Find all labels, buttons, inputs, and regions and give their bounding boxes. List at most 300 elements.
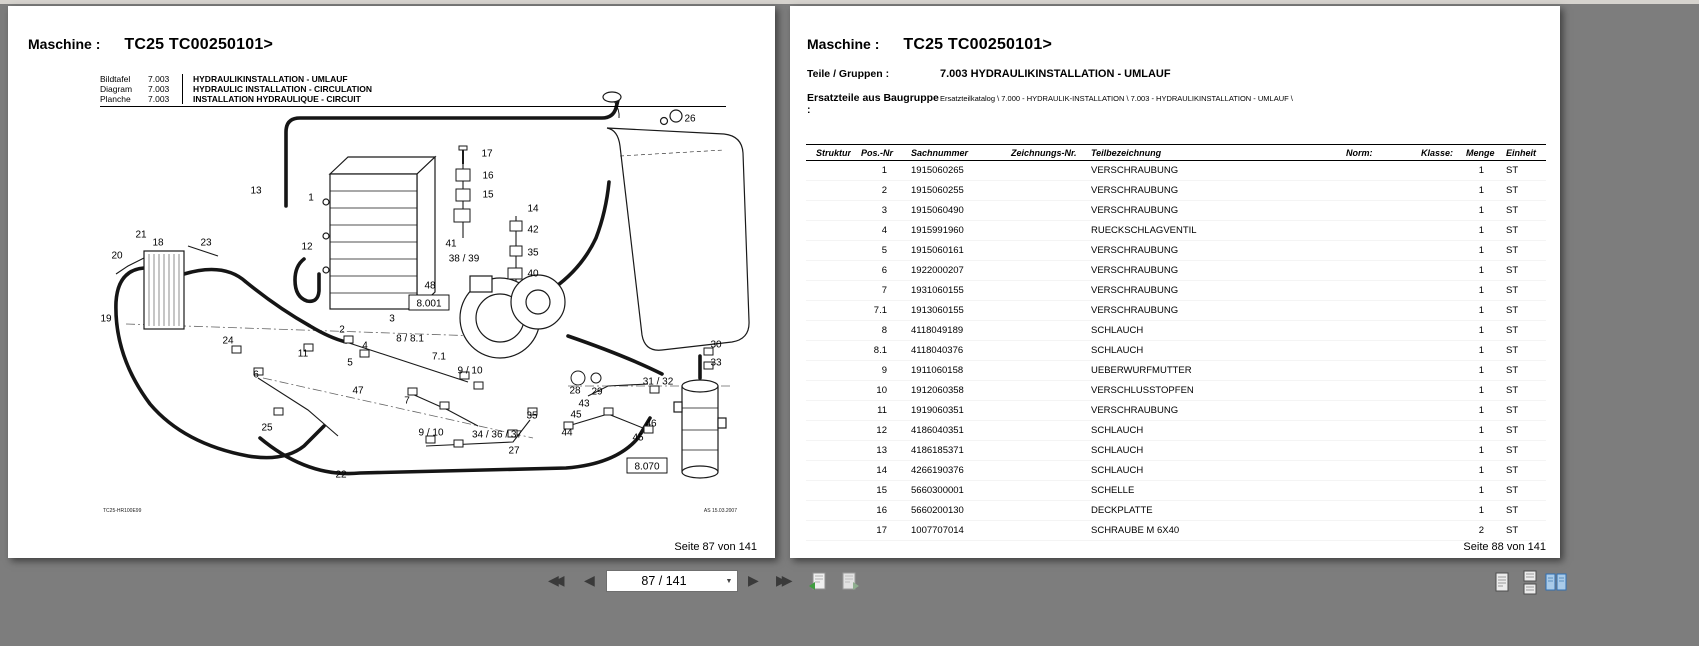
cell-sachnummer: 1922000207	[901, 261, 1001, 281]
cell-norm	[1336, 321, 1411, 341]
single-page-view-button[interactable]	[1490, 570, 1514, 596]
cell-pos: 10	[851, 381, 901, 401]
cell-menge: 1	[1456, 161, 1496, 181]
callout-label: 2	[339, 324, 345, 336]
cell-norm	[1336, 481, 1411, 501]
cell-einheit: ST	[1496, 181, 1546, 201]
assembly-line	[807, 92, 1293, 116]
callout-label: 8.070	[634, 461, 660, 473]
cell-pos: 13	[851, 441, 901, 461]
cell-norm	[1336, 421, 1411, 441]
facing-pages-icon	[1544, 570, 1568, 596]
page-number-input[interactable]	[607, 573, 721, 589]
cell-menge: 1	[1456, 241, 1496, 261]
callout-label: 7.1	[432, 351, 446, 363]
cell-teil: SCHRAUBE M 6X40	[1081, 521, 1336, 541]
cell-norm	[1336, 461, 1411, 481]
cell-struktur	[806, 341, 851, 361]
cell-pos: 17	[851, 521, 901, 541]
cell-pos: 7.1	[851, 301, 901, 321]
cell-menge: 1	[1456, 301, 1496, 321]
machine-heading	[807, 36, 1052, 54]
table-row	[806, 261, 1546, 281]
machine-heading	[28, 36, 273, 54]
table-row	[806, 281, 1546, 301]
cell-zeichnung	[1001, 321, 1081, 341]
cell-zeichnung	[1001, 341, 1081, 361]
cell-zeichnung	[1001, 461, 1081, 481]
table-row	[806, 421, 1546, 441]
cell-norm	[1336, 521, 1411, 541]
cell-struktur	[806, 441, 851, 461]
cell-sachnummer: 5660200130	[901, 501, 1001, 521]
cell-pos: 3	[851, 201, 901, 221]
cell-klasse	[1411, 161, 1456, 181]
single-page-icon	[1490, 570, 1514, 596]
callout-label: 38 / 39	[448, 253, 480, 265]
table-row	[806, 381, 1546, 401]
cell-norm	[1336, 301, 1411, 321]
group-value: 7.003 HYDRAULIKINSTALLATION - UMLAUF	[940, 68, 1171, 80]
cell-sachnummer: 1915060265	[901, 161, 1001, 181]
callout-label: 11	[297, 348, 309, 360]
callout-label: 15	[482, 189, 494, 201]
cell-klasse	[1411, 501, 1456, 521]
cell-teil: VERSCHRAUBUNG	[1081, 261, 1336, 281]
plate-title: HYDRAULIKINSTALLATION - UMLAUF	[182, 74, 348, 84]
cell-zeichnung	[1001, 381, 1081, 401]
cell-pos: 1	[851, 161, 901, 181]
table-row	[806, 521, 1546, 541]
table-row	[806, 461, 1546, 481]
machine-value: TC25 TC00250101>	[903, 36, 1052, 53]
column-header: Teilbezeichnung	[1081, 145, 1336, 161]
cell-sachnummer: 1915991960	[901, 221, 1001, 241]
callout-label: 27	[508, 445, 520, 457]
cell-struktur	[806, 201, 851, 221]
cell-pos: 2	[851, 181, 901, 201]
cell-menge: 1	[1456, 341, 1496, 361]
cell-teil: VERSCHRAUBUNG	[1081, 401, 1336, 421]
callout-label: 8.001	[416, 298, 442, 310]
cell-zeichnung	[1001, 261, 1081, 281]
cell-sachnummer: 5660300001	[901, 481, 1001, 501]
callout-label: 5	[347, 357, 353, 369]
cell-einheit: ST	[1496, 441, 1546, 461]
callout-label: 44	[561, 427, 573, 439]
callout-label: 3	[389, 313, 395, 325]
callout-label: 20	[111, 250, 123, 262]
cell-einheit: ST	[1496, 381, 1546, 401]
table-row	[806, 321, 1546, 341]
cell-zeichnung	[1001, 421, 1081, 441]
callout-label: 19	[100, 313, 112, 325]
assembly-breadcrumb: Ersatzteilkatalog \ 7.000 - HYDRAULIK-INSTALLATION \ 7.003 - HYDRAULIKINSTALLATION - UMLAUF \	[940, 94, 1293, 103]
cell-klasse	[1411, 421, 1456, 441]
assembly-label: Ersatzteile aus Baugruppe :	[807, 92, 939, 116]
cell-norm	[1336, 261, 1411, 281]
callout-label: 45	[632, 432, 644, 444]
group-label: Teile / Gruppen :	[807, 68, 890, 80]
cell-sachnummer: 1915060490	[901, 201, 1001, 221]
cell-klasse	[1411, 341, 1456, 361]
cell-teil: VERSCHLUSSTOPFEN	[1081, 381, 1336, 401]
cell-teil: SCHLAUCH	[1081, 441, 1336, 461]
callout-label: 4	[362, 340, 368, 352]
cell-teil: SCHELLE	[1081, 481, 1336, 501]
table-row	[806, 221, 1546, 241]
plate-lang-label: Bildtafel	[100, 74, 131, 84]
cell-zeichnung	[1001, 161, 1081, 181]
callout-label: 6	[253, 369, 259, 381]
cell-teil: VERSCHRAUBUNG	[1081, 241, 1336, 261]
cell-pos: 6	[851, 261, 901, 281]
table-row	[806, 161, 1546, 181]
parts-table	[806, 144, 1546, 541]
cell-struktur	[806, 501, 851, 521]
plate-lang-label: Diagram	[100, 84, 133, 94]
cell-norm	[1336, 441, 1411, 461]
callout-label: 24	[222, 335, 234, 347]
cell-struktur	[806, 381, 851, 401]
cell-teil: DECKPLATTE	[1081, 501, 1336, 521]
callout-label: 40	[527, 268, 539, 280]
cell-einheit: ST	[1496, 481, 1546, 501]
parts-table-container	[806, 144, 1546, 541]
column-header: Klasse:	[1411, 145, 1456, 161]
cell-klasse	[1411, 381, 1456, 401]
table-row	[806, 181, 1546, 201]
cell-klasse	[1411, 281, 1456, 301]
cell-menge: 1	[1456, 401, 1496, 421]
cell-sachnummer: 4118040376	[901, 341, 1001, 361]
cell-sachnummer: 1931060155	[901, 281, 1001, 301]
callout-label: 29	[591, 386, 603, 398]
callout-label: 33	[710, 357, 722, 369]
cell-struktur	[806, 161, 851, 181]
callout-label: 35	[527, 247, 539, 259]
cell-menge: 1	[1456, 481, 1496, 501]
cell-struktur	[806, 361, 851, 381]
cell-einheit: ST	[1496, 401, 1546, 421]
right-arrow-icon: ▶	[748, 573, 759, 589]
cell-norm	[1336, 201, 1411, 221]
cell-klasse	[1411, 241, 1456, 261]
callout-label: 7	[404, 395, 410, 407]
plate-number: 7.003	[148, 84, 170, 94]
cell-einheit: ST	[1496, 341, 1546, 361]
cell-zeichnung	[1001, 401, 1081, 421]
cell-einheit: ST	[1496, 301, 1546, 321]
column-header: Norm:	[1336, 145, 1411, 161]
cell-sachnummer: 1007707014	[901, 521, 1001, 541]
plate-header-row	[100, 84, 372, 94]
table-row	[806, 481, 1546, 501]
cell-sachnummer: 1911060158	[901, 361, 1001, 381]
cell-teil: SCHLAUCH	[1081, 341, 1336, 361]
document-page-left	[8, 6, 775, 558]
cell-menge: 1	[1456, 261, 1496, 281]
cell-klasse	[1411, 321, 1456, 341]
table-row	[806, 441, 1546, 461]
cell-zeichnung	[1001, 441, 1081, 461]
cell-norm	[1336, 281, 1411, 301]
cell-klasse	[1411, 261, 1456, 281]
callout-label: 23	[200, 237, 212, 249]
cell-pos: 15	[851, 481, 901, 501]
cell-einheit: ST	[1496, 361, 1546, 381]
cell-sachnummer: 4118049189	[901, 321, 1001, 341]
cell-struktur	[806, 181, 851, 201]
page-navigation-toolbar	[0, 562, 1699, 604]
cell-struktur	[806, 481, 851, 501]
cell-sachnummer: 1919060351	[901, 401, 1001, 421]
callout-label: 17	[481, 148, 493, 160]
cell-einheit: ST	[1496, 321, 1546, 341]
cell-pos: 14	[851, 461, 901, 481]
cell-menge: 1	[1456, 381, 1496, 401]
cell-zeichnung	[1001, 361, 1081, 381]
page-number-footer: Seite 87 von 141	[674, 541, 757, 553]
cell-klasse	[1411, 481, 1456, 501]
cell-sachnummer: 1913060155	[901, 301, 1001, 321]
callout-label: 21	[135, 229, 147, 241]
cell-teil: SCHLAUCH	[1081, 461, 1336, 481]
cell-einheit: ST	[1496, 221, 1546, 241]
cell-norm	[1336, 361, 1411, 381]
cell-norm	[1336, 221, 1411, 241]
cell-einheit: ST	[1496, 161, 1546, 181]
callout-label: 28	[569, 385, 581, 397]
cell-struktur	[806, 281, 851, 301]
column-header: Sachnummer	[901, 145, 1001, 161]
cell-einheit: ST	[1496, 261, 1546, 281]
cell-menge: 1	[1456, 441, 1496, 461]
cell-einheit: ST	[1496, 201, 1546, 221]
double-left-arrow-icon: ◀◀	[548, 573, 560, 589]
cell-einheit: ST	[1496, 521, 1546, 541]
previous-view-button[interactable]	[806, 570, 832, 594]
cell-struktur	[806, 521, 851, 541]
cell-klasse	[1411, 461, 1456, 481]
centerlines	[126, 324, 730, 438]
cell-zeichnung	[1001, 501, 1081, 521]
callout-label: 13	[250, 185, 262, 197]
cell-norm	[1336, 161, 1411, 181]
cell-einheit: ST	[1496, 281, 1546, 301]
cell-teil: RUECKSCHLAGVENTIL	[1081, 221, 1336, 241]
plate-lang-label: Planche	[100, 94, 131, 104]
two-page-view-button[interactable]	[1544, 570, 1568, 596]
cell-teil: VERSCHRAUBUNG	[1081, 161, 1336, 181]
column-header: Menge	[1456, 145, 1496, 161]
cell-pos: 7	[851, 281, 901, 301]
plate-number: 7.003	[148, 94, 170, 104]
cell-struktur	[806, 321, 851, 341]
machine-value: TC25 TC00250101>	[124, 36, 273, 53]
cell-sachnummer: 1915060255	[901, 181, 1001, 201]
double-right-arrow-icon: ▶▶	[776, 573, 788, 589]
machine-label: Maschine :	[28, 36, 101, 52]
callout-label: 46	[645, 418, 657, 430]
cell-zeichnung	[1001, 481, 1081, 501]
cell-menge: 1	[1456, 281, 1496, 301]
cell-zeichnung	[1001, 181, 1081, 201]
plate-header	[100, 74, 372, 104]
callout-label: 9 / 10	[457, 365, 483, 377]
callout-label: 34 / 36 / 37	[471, 429, 523, 441]
callout-label: 16	[482, 170, 494, 182]
parts-table-body	[806, 161, 1546, 541]
cell-klasse	[1411, 441, 1456, 461]
cell-teil: VERSCHRAUBUNG	[1081, 201, 1336, 221]
window-top-edge	[0, 0, 1699, 4]
cell-pos: 8	[851, 321, 901, 341]
cell-einheit: ST	[1496, 501, 1546, 521]
callout-label: 22	[335, 469, 347, 481]
plate-header-row	[100, 94, 372, 104]
cell-sachnummer: 4266190376	[901, 461, 1001, 481]
callout-label: 12	[301, 241, 313, 253]
first-page-button[interactable]	[548, 571, 565, 591]
cell-menge: 1	[1456, 421, 1496, 441]
plate-title: INSTALLATION HYDRAULIQUE - CIRCUIT	[182, 94, 361, 104]
next-page-button[interactable]	[748, 571, 759, 591]
page-dropdown-arrow-icon[interactable]: ▼	[725, 577, 733, 585]
callout-label: 31 / 32	[642, 376, 674, 388]
cell-pos: 8.1	[851, 341, 901, 361]
table-row	[806, 341, 1546, 361]
column-header: Struktur	[806, 145, 851, 161]
plate-title: HYDRAULIC INSTALLATION - CIRCULATION	[182, 84, 372, 94]
cell-struktur	[806, 301, 851, 321]
hydraulic-tank	[607, 128, 749, 350]
cell-struktur	[806, 221, 851, 241]
last-page-button[interactable]	[776, 571, 793, 591]
cell-teil: VERSCHRAUBUNG	[1081, 181, 1336, 201]
cell-menge: 1	[1456, 181, 1496, 201]
cell-norm	[1336, 401, 1411, 421]
cell-sachnummer: 1912060358	[901, 381, 1001, 401]
cell-klasse	[1411, 221, 1456, 241]
callout-label: 47	[352, 385, 364, 397]
cell-klasse	[1411, 201, 1456, 221]
cell-pos: 11	[851, 401, 901, 421]
callout-label: 1	[308, 192, 314, 204]
page-number-box	[606, 570, 738, 592]
cell-struktur	[806, 241, 851, 261]
cell-klasse	[1411, 301, 1456, 321]
left-arrow-icon: ◀	[584, 573, 595, 589]
cell-klasse	[1411, 521, 1456, 541]
continuous-view-button[interactable]	[1518, 570, 1542, 596]
callout-label: 45	[570, 409, 582, 421]
cell-pos: 4	[851, 221, 901, 241]
page-with-arrow-icon	[836, 570, 862, 594]
components	[144, 92, 749, 478]
table-row	[806, 401, 1546, 421]
valve-block	[330, 174, 417, 309]
cell-struktur	[806, 421, 851, 441]
previous-page-button[interactable]	[584, 571, 595, 591]
cell-norm	[1336, 381, 1411, 401]
cell-pos: 12	[851, 421, 901, 441]
callout-label: 48	[424, 280, 436, 292]
continuous-pages-icon	[1518, 570, 1542, 596]
cell-menge: 1	[1456, 201, 1496, 221]
table-row	[806, 241, 1546, 261]
cell-klasse	[1411, 401, 1456, 421]
cell-einheit: ST	[1496, 241, 1546, 261]
cell-sachnummer: 4186185371	[901, 441, 1001, 461]
drawing-date: AS 15.03.2007	[703, 508, 737, 514]
cell-teil: SCHLAUCH	[1081, 321, 1336, 341]
cell-norm	[1336, 241, 1411, 261]
drawing-code: TC25-HR100E99	[103, 508, 142, 514]
page-number-footer: Seite 88 von 141	[1463, 541, 1546, 553]
cell-zeichnung	[1001, 281, 1081, 301]
plate-number: 7.003	[148, 74, 170, 84]
callout-label: 14	[527, 203, 539, 215]
table-row	[806, 201, 1546, 221]
cell-zeichnung	[1001, 521, 1081, 541]
cell-teil: VERSCHRAUBUNG	[1081, 281, 1336, 301]
plate-header-rule	[100, 106, 726, 107]
cell-sachnummer: 4186040351	[901, 421, 1001, 441]
cell-menge: 1	[1456, 321, 1496, 341]
cell-struktur	[806, 461, 851, 481]
cell-norm	[1336, 501, 1411, 521]
cell-pos: 16	[851, 501, 901, 521]
callout-label: 18	[152, 237, 164, 249]
callout-label: 43	[578, 398, 590, 410]
cell-sachnummer: 1915060161	[901, 241, 1001, 261]
callout-label: 9 / 10	[418, 427, 444, 439]
callout-label: 35	[526, 410, 538, 422]
cell-norm	[1336, 341, 1411, 361]
plate-header-row	[100, 74, 372, 84]
page-with-arrow-icon	[806, 570, 832, 594]
cell-klasse	[1411, 361, 1456, 381]
callout-label: 41	[445, 238, 457, 250]
cell-einheit: ST	[1496, 421, 1546, 441]
cell-teil: UEBERWURFMUTTER	[1081, 361, 1336, 381]
table-row	[806, 501, 1546, 521]
callout-label: 42	[527, 224, 539, 236]
cell-zeichnung	[1001, 241, 1081, 261]
column-header: Pos.-Nr	[851, 145, 901, 161]
cell-menge: 1	[1456, 501, 1496, 521]
cell-zeichnung	[1001, 221, 1081, 241]
table-row	[806, 301, 1546, 321]
column-header: Zeichnungs-Nr.	[1001, 145, 1081, 161]
column-header: Einheit	[1496, 145, 1546, 161]
callout-label: 8 / 8.1	[396, 333, 424, 345]
callout-label: 25	[261, 422, 273, 434]
group-line	[807, 68, 1171, 80]
cell-zeichnung	[1001, 201, 1081, 221]
cell-menge: 2	[1456, 521, 1496, 541]
cell-menge: 1	[1456, 361, 1496, 381]
cell-pos: 5	[851, 241, 901, 261]
machine-label: Maschine :	[807, 36, 880, 52]
cell-struktur	[806, 401, 851, 421]
rotary-manifold	[682, 386, 718, 472]
cell-norm	[1336, 181, 1411, 201]
cell-klasse	[1411, 181, 1456, 201]
next-view-button[interactable]	[836, 570, 862, 594]
cell-pos: 9	[851, 361, 901, 381]
